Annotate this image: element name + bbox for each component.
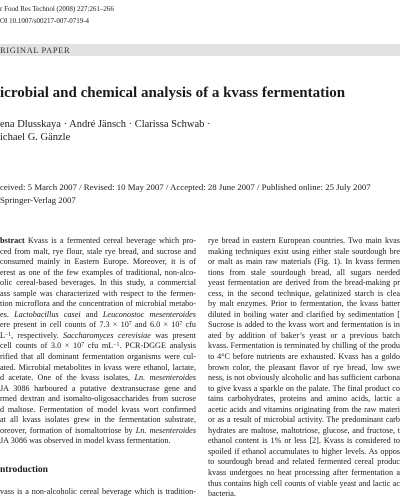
introduction-text [0,487,196,498]
italic-run: Ln. mesenteroides [135,425,196,435]
abstract-line: ated. Microbial metabolites in kvass were ethanol, lactate, [0,362,196,372]
section-label: RIGINAL PAPER [0,45,71,55]
abstract-line: tion microflora and the concentration of microbial metabo- [0,299,196,309]
abstract-line: olic cereal-based beverages. In this study, a commercial [0,278,196,288]
right-column-line: by malt enzymes. Prior to fermentation, the kvass batter [208,299,400,309]
right-column-line: yeast fermentation are derived from the bread-making pr [208,278,400,288]
superscript: −1 [113,342,120,349]
abstract-line: bstract Kvass is a fermented cereal beverage which pro- [0,236,196,245]
right-column-line: tions from stale sourdough bread, all sugars needed [208,267,400,277]
right-column-line: kvass. Fermentation is terminated by chilling of the produ [208,341,400,351]
abstract-line: cell counts of $3.0 \times 10^7$ cfu $mL^{-1}$. PCR-DGGE analysis [0,341,196,351]
italic-run: Ln. mesenteroides [134,373,196,383]
right-column-line: cess, in the second technique, gelatinized starch is clea [208,288,400,298]
abstract-line: d acetate. One of the kvass isolates, Ln. mesenteroides [0,373,196,383]
superscript: −1 [5,331,12,338]
right-column-line: to 4°C before nutrients are exhausted. Kvass has a goldo [208,352,400,362]
publication-dates: ceived: 5 March 2007 / Revised: 10 May 2007 / Accepted: 28 June 2007 / Published online: 25 July 2007 [0,182,371,192]
bold-run: bstract [0,236,25,245]
author-line: ena Dlusskaya · André Jänsch · Clarissa Schwab · [0,119,211,130]
abstract [0,236,196,448]
copyright-line: Springer-Verlag 2007 [0,195,76,205]
right-column-line: Sucrose is added to the kvass wort and fermentation is in [208,320,400,330]
right-column-line: brown color, the pleasant flavor of rye bread, low swe [208,362,400,372]
right-column-line: acetic acids and vitamins originating from the raw materi [208,404,400,414]
abstract-line: oreover, formation of isomaltotriose by Ln. mesenteroides [0,425,196,435]
journal-citation: r Food Res Technol (2008) 227:261–266 [0,5,114,13]
doi-line: OI 10.1007/s00217-007-0719-4 [0,17,90,25]
right-column-line: ated by addition of baker’s yeast or a previous batch [208,330,400,340]
abstract-line: ere present in cell counts of $7.3 \times 10^7$ and $6.0 \times 10^7$ cfu [0,320,196,330]
right-column-text [208,236,400,500]
right-column-line: ethanol content is 1% or less [2]. Kvass is considered to [208,436,400,446]
abstract-line: rified that all dominant fermentation organisms were cul- [0,352,196,362]
abstract-line: ced from malt, rye flour, stale rye bread, and sucrose and [0,246,196,256]
section-band [0,44,400,56]
right-column-line: diluted in boiling water and clarified by sedimentation [ [208,309,400,319]
abstract-line: es. Lactobacillus casei and Leuconostoc mesenteroides [0,309,196,319]
right-column-line: bacteria. [208,489,236,499]
abstract-line: JA 3086 was observed in model kvass fermentation. [0,436,171,446]
right-column-line: kvass undergoes no heat processing after fermentation a [208,468,400,478]
article-title: icrobial and chemical analysis of a kvass fermentation [0,85,346,101]
superscript: 7 [179,321,183,328]
right-column-line: to sourdough bread and related fermented cereal produc [208,457,400,467]
right-column-line: ness, is not obviously alcoholic and has sufficient carbona [208,373,400,383]
superscript: 7 [128,321,132,328]
author-list [0,119,400,144]
abstract-line: $L^{-1}$, respectively. Saccharomyces cerevisiae was present [0,330,196,340]
abstract-line: at all kvass isolates grew in the fermentation substrate, [0,415,196,425]
abstract-line: erest as one of the few examples of traditional, non-alco- [0,267,196,277]
right-column-line: or as a result of microbial activity. The predominant carb [208,415,400,425]
abstract-line: rmed dextran and isomalto-oligosaccharides from sucrose [0,394,196,404]
abstract-line: ass sample was characterized with respect to the fermen- [0,288,196,298]
italic-run: Saccharomyces cerevisiae [62,330,151,340]
abstract-line: consumed mainly in Eastern Europe. Moreover, it is of [0,257,196,267]
introduction-heading: ntroduction [0,465,48,475]
right-column-line: hydrates are maltose, maltotriose, glucose, and fructose, t [208,425,400,435]
right-column-line: to give kvass a sparkle on the palate. The final product co [208,383,400,393]
abstract-line: d maltose. Fermentation of model kvass wort confirmed [0,404,196,414]
italic-run: Lactobacillus casei [14,309,81,319]
right-column-line: thus contains high cell counts of viable yeast and lactic ac [208,478,400,488]
right-column-line: spoiled if ethanol accumulates to higher levels. As oppos [208,446,400,456]
abstract-line: JA 3086 harboured a putative dextransucrase gene and [0,383,196,393]
italic-run: Leuconostoc mesenteroides [102,309,196,319]
right-column-line: rye bread in eastern European countries. Two main kvas [208,236,400,245]
right-column-line: making techniques exist using either stale sourdough bre [208,246,400,256]
right-column-line: tains carbohydrates, proteins and amino acids, lactic a [208,394,400,404]
author-line: ichael G. Gänzle [0,131,71,143]
superscript: 7 [81,342,85,349]
introduction-line: vass is a non-alcoholic cereal beverage which is tradition- [0,487,196,496]
right-column-line: or malt as main raw materials (Fig. 1). In kvass fermen [208,257,400,267]
